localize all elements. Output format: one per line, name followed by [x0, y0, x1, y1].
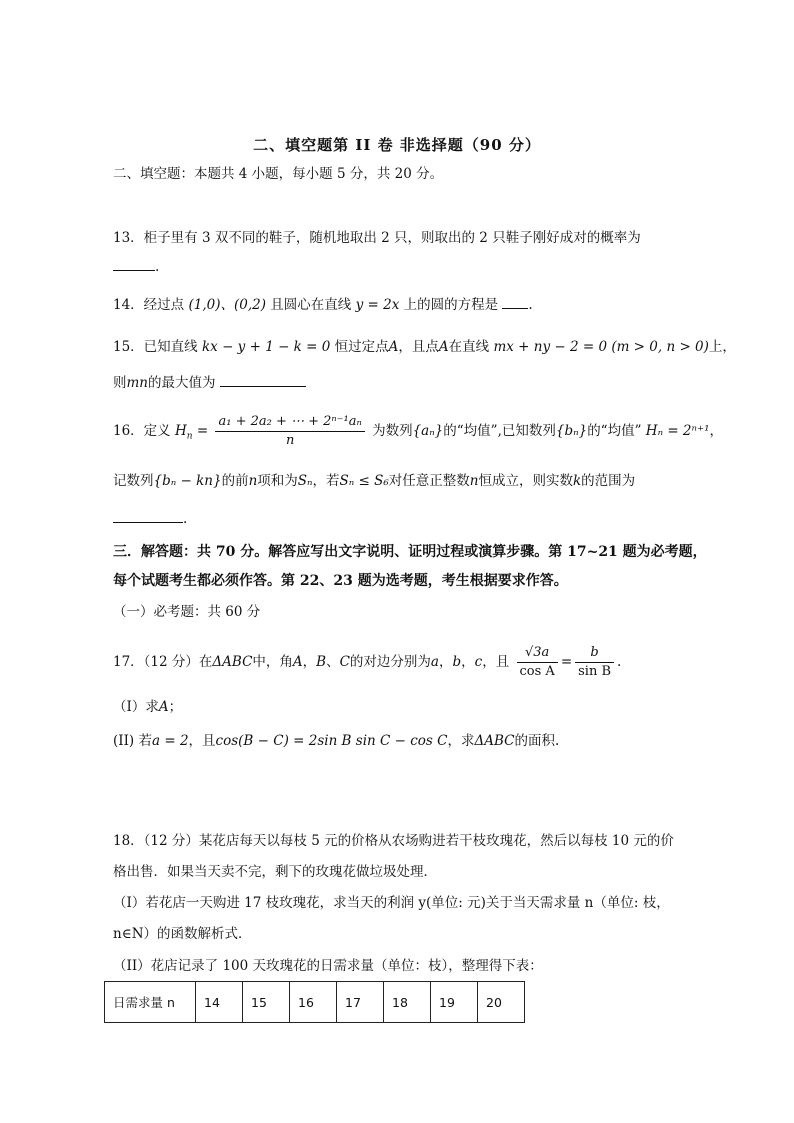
- average-fraction: $\frac{\text{a₁ + 2a₂ + ⋯ + 2ⁿ⁻¹aₙ}}{n}$: [215, 414, 364, 449]
- table-cell: 18: [384, 982, 431, 1023]
- table-cell: 16: [290, 982, 337, 1023]
- question-16-line-2: 记数列{bₙ − kn}的前n项和为Sₙ，若Sₙ ≤ S₆对任意正整数n恒成立，则实数k的范围为: [113, 473, 636, 489]
- table-cell: 15: [243, 982, 290, 1023]
- table-cell: 20: [478, 982, 525, 1023]
- question-16-answer-line: .: [113, 508, 187, 529]
- table-header-cell: 日需求量 n: [105, 982, 196, 1023]
- question-17-part-2: (II) 若a = 2，且cos(B − C) = 2sin B sin C − cos C，求ΔABC的面积.: [113, 733, 560, 749]
- question-16: 16．定义 $H_n$ = $\frac{\text{a₁ + 2a₂ + ⋯ + 2ⁿ⁻¹aₙ}}{n}$ 为数列{aₙ}的“均值”,已知数列{bₙ}的“均值” Hₙ = 2ⁿ⁺¹，: [113, 414, 724, 448]
- table-row: [105, 982, 525, 1023]
- question-18-part-1: （I）若花店一天购进 17 枝玫瑰花，求当天的利润 y(单位: 元)关于当天需求量 n（单位: 枝，: [113, 895, 670, 911]
- question-15-line-2: 则mn的最大值为: [113, 372, 306, 393]
- answer-section-header-2: 每个试题考生都必须作答。第 22、23 题为选考题，考生根据要求作答。: [113, 573, 568, 589]
- answer-blank: [220, 372, 306, 387]
- table-cell: 14: [196, 982, 243, 1023]
- fraction-1: $\frac{√3a}{\text{cos A}}$: [517, 645, 558, 680]
- line-equation: kx − y + 1 − k = 0: [201, 339, 331, 355]
- question-17: 17．（12 分）在ΔABC中，角A，B、C的对边分别为a，b，c，且 $\frac{√3a}{\text{cos A}}$ = $\frac{b}{\text{sin B}}$ .: [113, 645, 622, 679]
- table-cell: 17: [337, 982, 384, 1023]
- required-header: （一）必考题：共 60 分: [113, 604, 261, 620]
- answer-blank: [502, 294, 528, 309]
- question-15: 15．已知直线 kx − y + 1 − k = 0 恒过定点A，且点A在直线 mx + ny − 2 = 0 (m > 0, n > 0)上，: [113, 339, 736, 355]
- question-13-text: 13．柜子里有 3 双不同的鞋子，随机地取出 2 只，则取出的 2 只鞋子刚好成对的概率为: [113, 230, 641, 246]
- fill-in-header: 二、填空题：本题共 4 小题，每小题 5 分，共 20 分。: [113, 166, 444, 182]
- question-13: [113, 228, 641, 248]
- table-cell: 19: [431, 982, 478, 1023]
- question-14: 14．经过点 (1,0)、(0,2) 且圆心在直线 y = 2x 上的圆的方程是 .: [113, 294, 533, 315]
- question-18-line-2: 格出售．如果当天卖不完，剩下的玫瑰花做垃圾处理．: [113, 864, 437, 880]
- line-equation: y = 2x: [355, 297, 400, 313]
- answer-blank: [113, 508, 183, 523]
- answer-section-header: 三．解答题：共 70 分。解答应写出文字说明、证明过程或演算步骤。第 17~21 题为必考题，: [113, 544, 707, 560]
- answer-blank: [113, 256, 155, 271]
- line-equation-2: mx + ny − 2 = 0 (m > 0, n > 0): [493, 339, 709, 355]
- question-18-part-1-cont: n∈N）的函数解析式．: [113, 926, 252, 942]
- section-title: 二、填空题第 II 卷 非选择题（90 分）: [253, 136, 541, 154]
- question-17-part-1: （I）求A；: [113, 699, 183, 715]
- question-13-answer-line: .: [113, 256, 159, 277]
- question-18: 18．（12 分）某花店每天以每枝 5 元的价格从农场购进若干枝玫瑰花，然后以每枝 10 元的价: [113, 833, 674, 849]
- fraction-2: $\frac{b}{\text{sin B}}$: [575, 645, 614, 680]
- points: (1,0)、(0,2): [188, 297, 266, 313]
- demand-table: [104, 981, 525, 1023]
- question-18-part-2: （II）花店记录了 100 天玫瑰花的日需求量（单位：枝），整理得下表：: [113, 958, 543, 974]
